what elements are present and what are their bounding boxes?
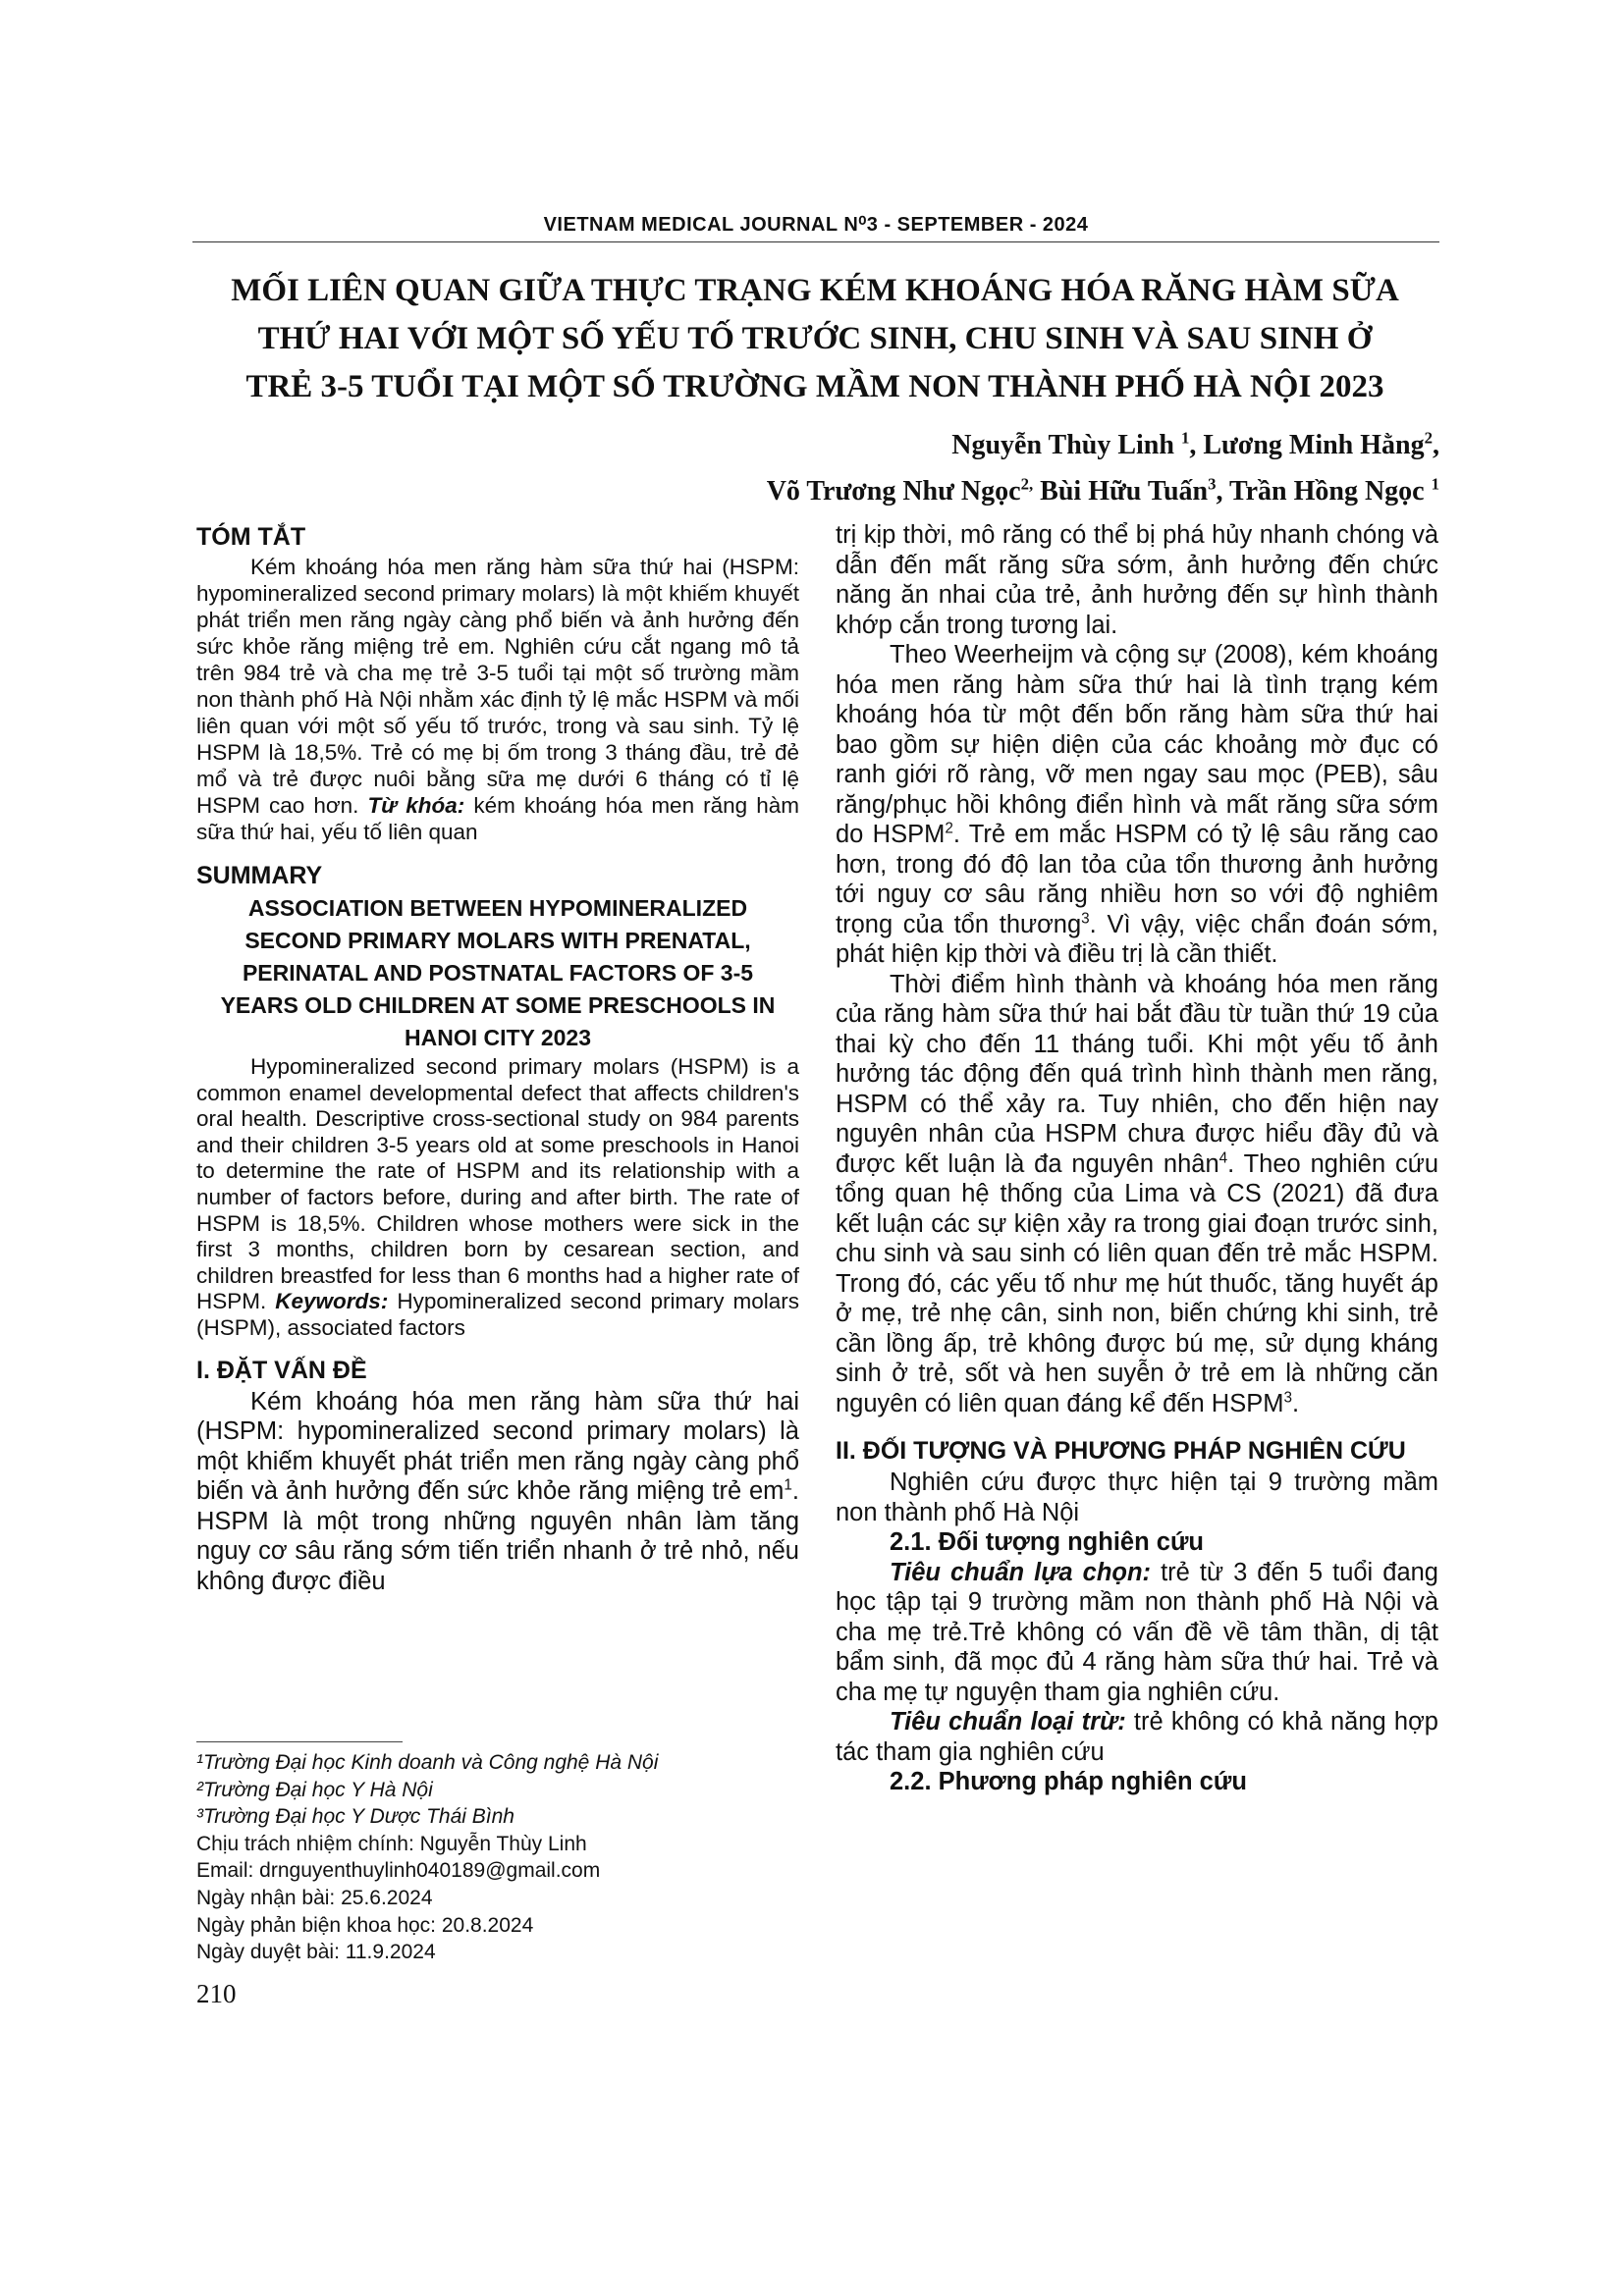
author-1: Nguyễn Thùy Linh — [951, 430, 1174, 460]
author-list — [767, 422, 1439, 514]
title-line-3: TRẺ 3-5 TUỔI TẠI MỘT SỐ TRƯỜNG MẦM NON THÀNH PHỐ HÀ NỘI 2023 — [245, 369, 1384, 404]
journal-header: VIETNAM MEDICAL JOURNAL N⁰3 - SEPTEMBER - 2024 — [543, 214, 1089, 236]
summary-heading: SUMMARY — [196, 862, 323, 889]
author-line-2: Võ Trương Như Ngọc$^{2,}$ Bùi Hữu Tuấn$^3$, Trần Hồng Ngọc $^1$ — [766, 474, 1439, 507]
section-1-para-2: Theo Weerheijm và cộng sự (2008), kém khoáng hóa men răng hàm sữa thứ hai là tình trạng kém khoáng hóa từ một đến bốn răng hàm sữa thứ hai bao gồm sự hiện diện của các khoảng mờ đục có ranh giới rõ ràng, vỡ men ngay sau mọc (PEB), sâu răng/phục hồi không điển hình và mất răng sữa sớm do HSPM$^2$. Trẻ em mắc HSPM có tỷ lệ sâu răng cao hơn, trong đó độ lan tỏa của tổn thương ảnh hưởng tới nguy cơ sâu răng nhiều hơn so với độ nghiêm trọng của tổn thương$^3$. Vì vậy, việc chẩn đoán sớm, phát hiện kịp thời và điều trị là cần thiết. — [836, 641, 1438, 968]
footnote-affiliation-1: ¹Trường Đại học Kinh doanh và Công nghệ Hà Nội — [196, 1751, 659, 1774]
footnote-responsible: Chịu trách nhiệm chính: Nguyễn Thùy Linh — [196, 1832, 587, 1855]
footnote-reviewed: Ngày phản biện khoa học: 20.8.2024 — [196, 1913, 534, 1937]
section-1-para-1a: Kém khoáng hóa men răng hàm sữa thứ hai (HSPM: hypomineralized second primary molars) là một khiếm khuyết phát triển men răng ngày càng phổ biến và ảnh hưởng đến sức khỏe răng miệng trẻ $em^1$. HSPM là một trong những nguyên nhân làm tăng nguy cơ sâu răng sớm tiến triển nhanh ở trẻ nhỏ, nếu không được điều — [196, 1387, 799, 1595]
right-column — [836, 520, 1438, 1797]
left-column — [196, 520, 799, 1596]
subsection-2-1-heading: 2.1. Đối tượng nghiên cứu — [890, 1528, 1204, 1556]
keywords-label-vi: Từ khóa: — [367, 793, 465, 818]
summary-title-en: ASSOCIATION BETWEEN HYPOMINERALIZED SECOND PRIMARY MOLARS WITH PRENATAL, PERINATAL AND POSTNATAL FACTORS OF 3-5 YEARS OLD CHILDREN AT SOME PRESCHOOLS IN HANOI CITY 2023 — [220, 895, 776, 1050]
author-4: Bùi Hữu Tuấn — [1040, 476, 1209, 507]
keywords-en: Hypomineralized second primary molars (HSPM), associated factors — [196, 1289, 799, 1340]
header-rule — [192, 241, 1439, 242]
abstract-text: Kém khoáng hóa men răng hàm sữa thứ hai (HSPM: hypomineralized second primary molars) là một khiếm khuyết phát triển men răng ngày càng phổ biến và ảnh hưởng đến sức khỏe răng miệng trẻ em. Nghiên cứu cắt ngang mô tả trên 984 trẻ và cha mẹ trẻ 3-5 tuổi tại một số trường mầm non thành phố Hà Nội nhằm xác định tỷ lệ mắc HSPM và mối liên quan với một số yếu tố trước, trong và sau sinh. Tỷ lệ HSPM là 18,5%. Trẻ có mẹ bị ốm trong 3 tháng đầu, trẻ đẻ mổ và trẻ được nuôi bằng sữa mẹ dưới 6 tháng có tỉ lệ HSPM cao hơn. Từ khóa: kém khoáng hóa men răng hàm sữa thứ hai, yếu tố liên quan — [196, 555, 799, 844]
section-1-para-1b: trị kịp thời, mô răng có thể bị phá hủy nhanh chóng và dẫn đến mất răng sữa sớm, ảnh hưởng đến chức năng ăn nhai của trẻ, ảnh hưởng đến sự hình thành khớp cắn trong tương lai. — [836, 521, 1438, 639]
section-2-heading: II. ĐỐI TƯỢNG VÀ PHƯƠNG PHÁP NGHIÊN CỨU — [836, 1437, 1406, 1465]
subsection-2-2-heading: 2.2. Phương pháp nghiên cứu — [890, 1768, 1247, 1795]
title-line-2: THỨ HAI VỚI MỘT SỐ YẾU TỐ TRƯỚC SINH, CHU SINH VÀ SAU SINH Ở — [257, 321, 1373, 356]
keywords-label-en: Keywords: — [275, 1289, 389, 1314]
section-1-heading: I. ĐẶT VẤN ĐỀ — [196, 1356, 367, 1384]
summary-text: Hypomineralized second primary molars (HSPM) is a common enamel developmental defect that affects children's oral health. Descriptive cross-sectional study on 984 parents and their children 3-5 years old at some preschools in Hanoi to determine the rate of HSPM and its relationship with a number of factors before, during and after birth. The rate of HSPM is 18,5%. Children whose mothers were sick in the first 3 months, children born by cesarean section, and children breastfed for less than 6 months had a higher rate of HSPM. Keywords: Hypomineralized second primary molars (HSPM), associated factors — [196, 1054, 799, 1340]
footnote-accepted: Ngày duyệt bài: 11.9.2024 — [196, 1941, 436, 1964]
title-line-1: MỐI LIÊN QUAN GIỮA THỰC TRẠNG KÉM KHOÁNG HÓA RĂNG HÀM SỮA — [231, 273, 1399, 308]
author-line-1: Nguyễn Thùy Linh $^1$, Lương Minh Hằng$^2$, — [951, 428, 1439, 460]
page-number: 210 — [196, 1979, 237, 2008]
section-1-para-3: Thời điểm hình thành và khoáng hóa men răng của răng hàm sữa thứ hai bắt đầu từ tuần thứ 19 của thai kỳ cho đến 11 tháng tuổi. Khi một yếu tố ảnh hưởng tác động đến quá trình hình thành men răng, HSPM có thể xảy ra. Tuy nhiên, cho đến hiện nay nguyên nhân của HSPM chưa được hiểu đầy đủ và được kết luận là đa nguyên nhân$^4$. Theo nghiên cứu tổng quan hệ thống của Lima và CS (2021) đã đưa kết luận các sự kiện xảy ra trong giai đoạn trước sinh, chu sinh và sau sinh có liên quan đến trẻ mắc HSPM. Trong đó, các yếu tố như mẹ hút thuốc, tăng huyết áp ở mẹ, trẻ nhẹ cân, sinh non, biến chứng khi sinh, trẻ cần lồng ấp, trẻ không được bú mẹ, sử dụng kháng sinh ở trẻ, sốt và hen suyễn ở trẻ em là những căn nguyên có liên quan đáng kể đến HSPM$^3$. — [836, 970, 1438, 1417]
author-2: Lương Minh Hằng — [1203, 430, 1425, 460]
abstract-heading: TÓM TẮT — [196, 523, 306, 551]
footnote-affiliation-3: ³Trường Đại học Y Dược Thái Bình — [196, 1805, 514, 1829]
footnote-rule — [196, 1741, 403, 1742]
author-5: Trần Hồng Ngọc — [1229, 476, 1425, 507]
author-3: Võ Trương Như Ngọc — [766, 476, 1021, 507]
section-2-para-1: Nghiên cứu được thực hiện tại 9 trường mầm non thành phố Hà Nội — [836, 1468, 1438, 1526]
inclusion-criteria: Tiêu chuẩn lựa chọn: trẻ từ 3 đến 5 tuổi đang học tập tại 9 trường mầm non thành phố Hà Nội và cha mẹ trẻ.Trẻ không có vấn đề về tâm thần, dị tật bẩm sinh, đã mọc đủ 4 răng hàm sữa thứ hai. Trẻ và cha mẹ tự nguyện tham gia nghiên cứu. — [836, 1558, 1438, 1706]
footnotes — [196, 1749, 799, 1966]
exclusion-criteria: Tiêu chuẩn loại trừ: trẻ không có khả năng hợp tác tham gia nghiên cứu — [836, 1708, 1438, 1766]
footnote-affiliation-2: ²Trường Đại học Y Hà Nội — [196, 1778, 433, 1801]
article-title — [147, 267, 1483, 411]
footnote-email: Email: drnguyenthuylinh040189@gmail.com — [196, 1859, 601, 1883]
keywords-vi: kém khoáng hóa men răng hàm sữa thứ hai, yếu tố liên quan — [196, 793, 799, 844]
footnote-received: Ngày nhận bài: 25.6.2024 — [196, 1886, 433, 1909]
